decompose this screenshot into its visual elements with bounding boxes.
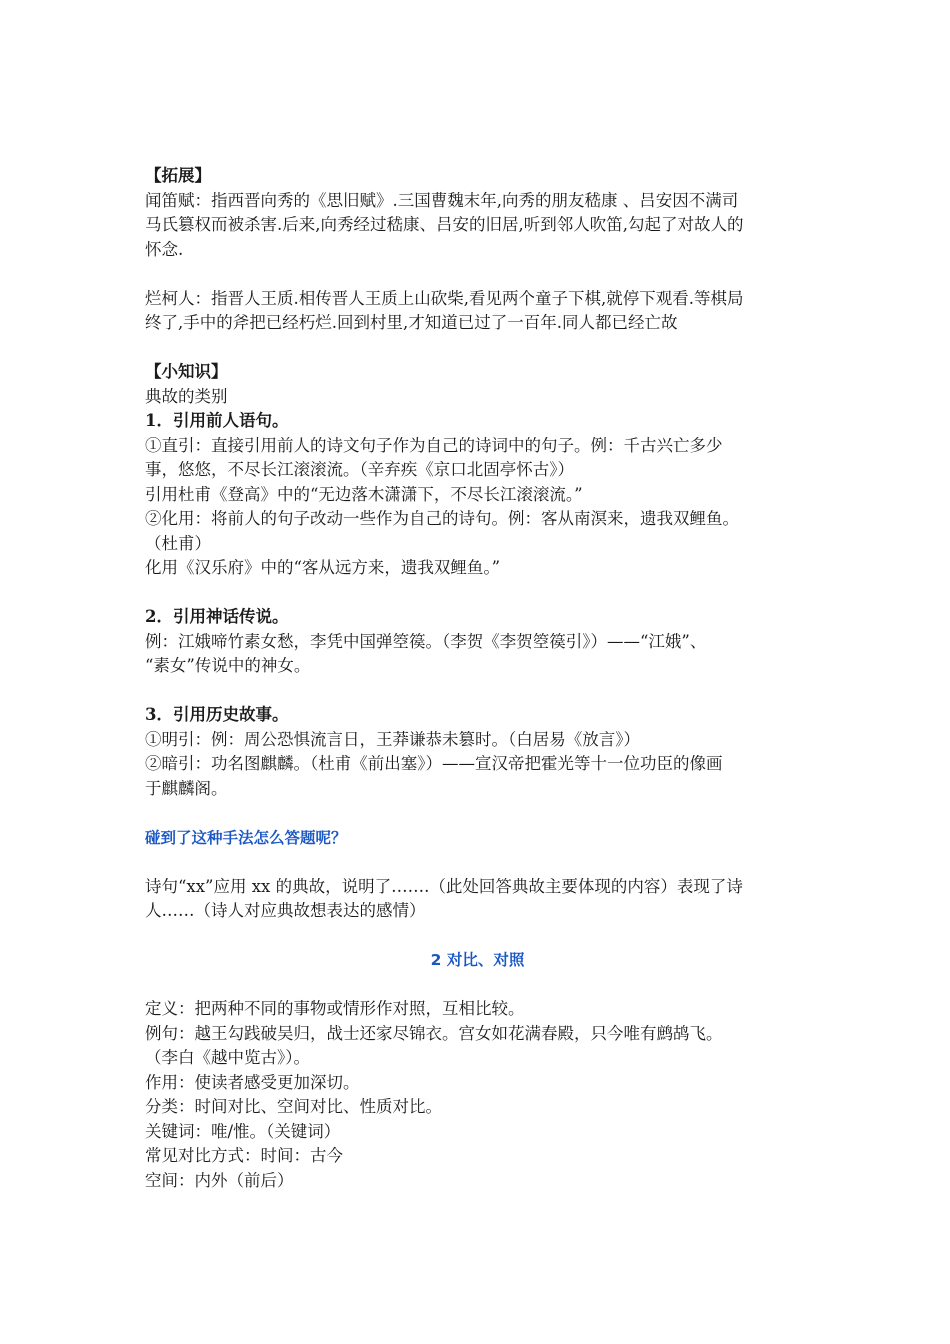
contrast-example-1: 例句：越王勾践破吴归，战士还家尽锦衣。宫女如花满春殿，只今唯有鹧鸪飞。 — [145, 1023, 723, 1043]
section-3-title: 3．引用历史故事。 — [145, 705, 289, 724]
section-3-line-1: ①明引：例：周公恐惧流言日，王莽谦恭未篡时。（白居易《放言》） — [145, 729, 640, 749]
spacer — [145, 924, 810, 949]
section-1-line-2: 事，悠悠，不尽长江滚滚流。（辛弃疾《京口北固亭怀古》） — [145, 460, 574, 479]
expand-title: 【拓展】 — [145, 166, 211, 185]
spacer — [145, 679, 810, 704]
document-page — [145, 164, 810, 1193]
spacer — [145, 262, 810, 287]
answer-line-2: 人……（诗人对应典故想表达的感情） — [145, 901, 426, 920]
section-1-title: 1．引用前人语句。 — [145, 411, 289, 430]
contrast-common: 常见对比方式：时间：古今 — [145, 1146, 343, 1165]
wendi-line-3: 怀念. — [145, 239, 184, 259]
answer-line-1: 诗句“xx”应用 xx 的典故，说明了…….（此处回答典故主要体现的内容）表现了诗 — [145, 876, 743, 896]
section-3-line-2: ②暗引：功名图麒麟。（杜甫《前出塞》）——宣汉帝把霍光等十一位功臣的像画 — [145, 754, 723, 773]
section-1-line-1: ①直引：直接引用前人的诗文句子作为自己的诗词中的句子。例：千古兴亡多少 — [145, 435, 723, 455]
wendi-line-1: 闻笛赋：指西晋向秀的《思旧赋》.三国曹魏末年,向秀的朋友嵇康 、吕安因不满司 — [145, 190, 739, 210]
spacer — [145, 336, 810, 361]
knowledge-title: 【小知识】 — [145, 362, 228, 381]
spacer — [145, 850, 810, 875]
knowledge-subtitle: 典故的类别 — [145, 386, 228, 406]
wendi-line-2: 马氏篡权而被杀害.后来,向秀经过嵇康、吕安的旧居,听到邻人吹笛,勾起了对故人的 — [145, 215, 744, 234]
spacer — [145, 973, 810, 998]
lanke-line-1: 烂柯人：指晋人王质.相传晋人王质上山砍柴,看见两个童子下棋,就停下观看.等棋局 — [145, 288, 744, 308]
section-2-line-1: 例：江娥啼竹素女愁，李凭中国弹箜篌。（李贺《李贺箜篌引》）——“江娥”、 — [145, 631, 707, 651]
section-1-line-4: ②化用：将前人的句子改动一些作为自己的诗句。例：客从南溟来，遗我双鲤鱼。 — [145, 509, 739, 528]
contrast-types: 分类：时间对比、空间对比、性质对比。 — [145, 1097, 442, 1116]
section-3-line-3: 于麒麟阁。 — [145, 778, 228, 798]
contrast-space: 空间：内外（前后） — [145, 1170, 294, 1190]
section-2-title: 2．引用神话传说。 — [145, 607, 289, 626]
contrast-effect: 作用：使读者感受更加深切。 — [145, 1072, 360, 1092]
spacer — [145, 581, 810, 606]
lanke-line-2: 终了,手中的斧把已经朽烂.回到村里,才知道已过了一百年.同人都已经亡故 — [145, 313, 678, 332]
contrast-example-2: （李白《越中览古》）。 — [145, 1048, 310, 1067]
contrast-definition: 定义：把两种不同的事物或情形作对照，互相比较。 — [145, 999, 525, 1018]
answer-heading: 碰到了这种手法怎么答题呢？ — [145, 828, 347, 847]
section-1-line-5: （杜甫） — [145, 533, 211, 553]
spacer — [145, 801, 810, 826]
section-2-line-2: “素女”传说中的神女。 — [145, 656, 311, 675]
section-1-line-3: 引用杜甫《登高》中的“无边落木潇潇下，不尽长江滚滚流。” — [145, 484, 583, 504]
contrast-keywords: 关键词：唯/惟。（关键词） — [145, 1121, 341, 1141]
section-1-line-6: 化用《汉乐府》中的“客从远方来，遗我双鲤鱼。” — [145, 558, 501, 577]
contrast-heading: 2 对比、对照 — [430, 951, 525, 969]
